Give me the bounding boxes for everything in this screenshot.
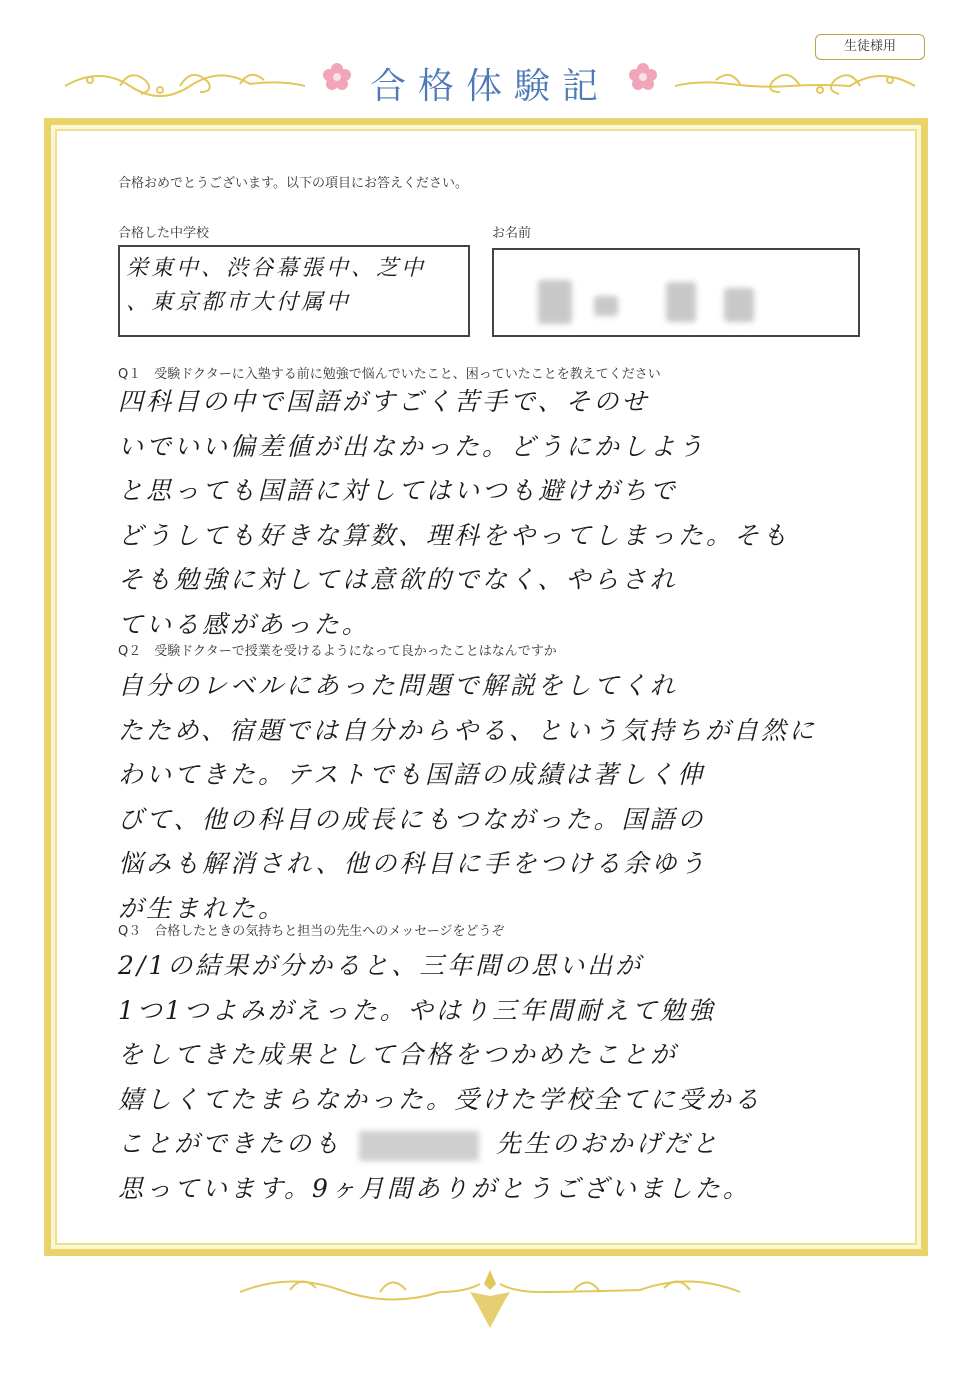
school-label: 合格した中学校 (118, 226, 210, 241)
answer-line: どうしても好きな算数、理科をやってしまった。そも (118, 520, 791, 550)
answer-line: ている感があった。 (118, 609, 370, 639)
answer-line: いでいい偏差値が出なかった。どうにかしよう (118, 431, 707, 461)
redacted-name-part (724, 288, 754, 322)
answer-line: 嬉しくてたまらなかった。受けた学校全てに受かる (118, 1084, 763, 1114)
answer-line: たため、宿題では自分からやる、という気持ちが自然に (118, 715, 818, 745)
redacted-name-part (538, 280, 572, 324)
answer-line: 1つ1つよみがえった。やはり三年間耐えて勉強 (118, 995, 716, 1025)
question-1-label: Q１ 受験ドクターに入塾する前に勉強で悩んでいたこと、困っていたことを教えてください (118, 367, 661, 382)
name-answer-box (492, 248, 860, 337)
answer-line: と思っても国語に対してはいつも避けがちで (118, 476, 678, 505)
answer-line: びて、他の科目の成長にもつながった。国語の (118, 804, 706, 834)
answer-line: 思っています。9ヶ月間ありがとうございました。 (118, 1173, 751, 1203)
answer-line (118, 1122, 878, 1167)
student-copy-badge: 生徒様用 (815, 34, 925, 60)
answer-line: そも勉強に対しては意欲的でなく、やらされ (118, 565, 678, 594)
answer-line: 2/1の結果が分かると、三年間の思い出が (118, 951, 644, 980)
school-line: 栄東中、渋谷幕張中、芝中 (126, 256, 427, 281)
redacted-teacher-name (359, 1131, 479, 1161)
answer-line-end: 先生のおかげだと (495, 1129, 720, 1158)
answer-line: が生まれた。 (118, 893, 287, 923)
question-3-label: Q３ 合格したときの気持ちと担当の先生へのメッセージをどうぞ (118, 924, 505, 939)
answer-line-start: ことができたのも (118, 1129, 343, 1158)
bottom-flourish-ornament (230, 1262, 750, 1332)
answer-line: 悩みも解消され、他の科目に手をつける余ゆう (118, 849, 708, 878)
answer-line: 四科目の中で国語がすごく苦手で、そのせ (118, 387, 650, 416)
answer-line: をしてきた成果として合格をつかめたことが (118, 1040, 679, 1069)
redacted-name-part (666, 282, 696, 322)
intro-text: 合格おめでとうございます。以下の項目にお答えください。 (118, 176, 468, 191)
answer-3 (118, 944, 878, 1211)
page-title: 合格体験記 (369, 66, 610, 107)
answer-line: わいてきた。テストでも国語の成績は著しく伸 (118, 760, 706, 789)
redacted-name-part (594, 296, 618, 316)
school-answer-box (118, 245, 470, 337)
answer-2 (118, 664, 878, 931)
question-2-label: Q２ 受験ドクターで授業を受けるようになって良かったことはなんですか (118, 644, 557, 659)
school-line: 、東京都市大付属中 (126, 290, 352, 315)
answer-line: 自分のレベルにあった問題で解説をしてくれ (118, 671, 678, 700)
answer-1 (118, 380, 878, 647)
name-label: お名前 (492, 226, 532, 241)
